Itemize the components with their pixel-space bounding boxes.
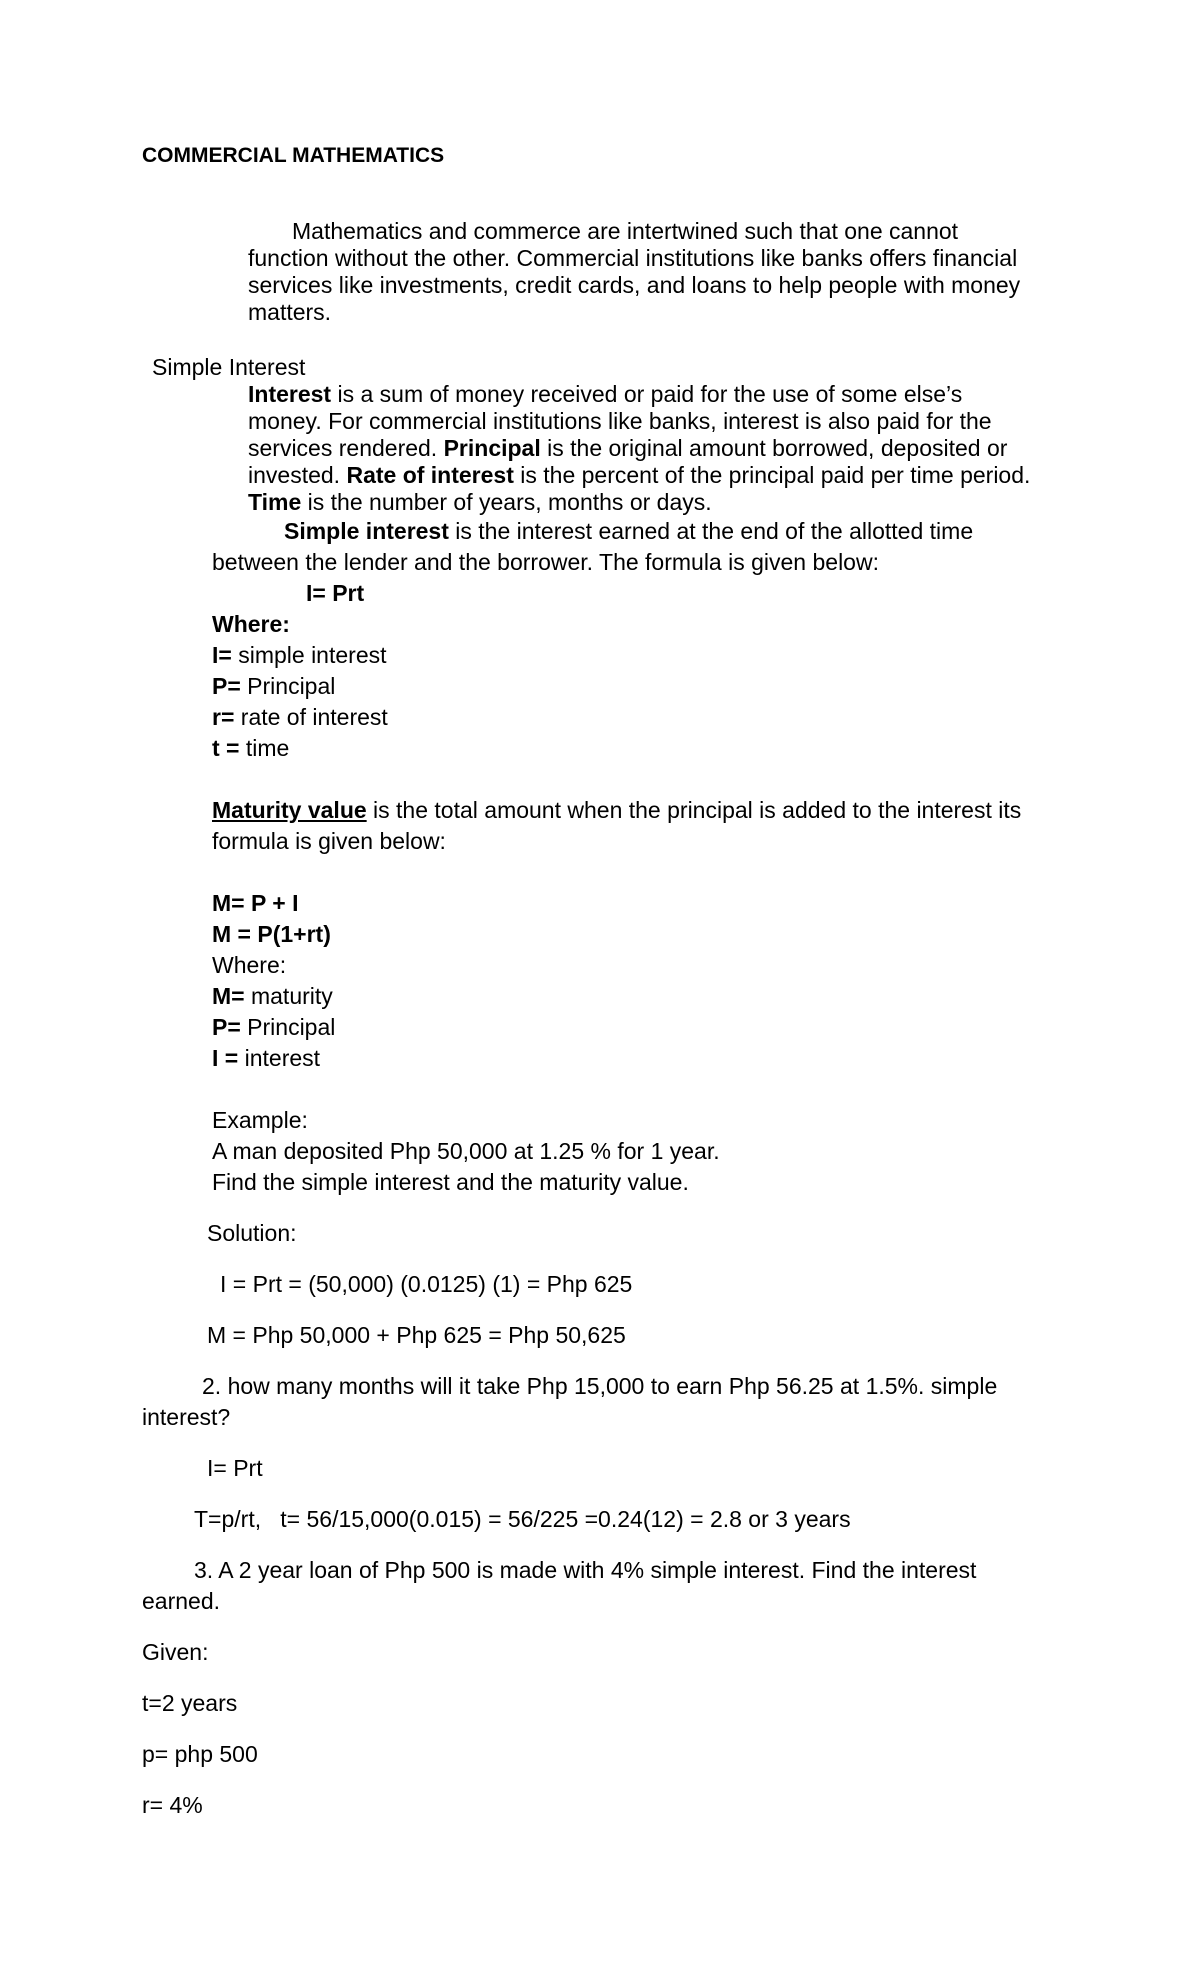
intro-line: services like investments, credit cards, and loans to help people with money — [248, 272, 1021, 298]
example-problem-line: Find the simple interest and the maturity value. — [212, 1169, 689, 1195]
given-rate: r= 4% — [142, 1792, 203, 1818]
intro-line: function without the other. Commercial institutions like banks offers financial — [248, 245, 1018, 271]
variable-symbol: r= — [212, 704, 235, 730]
example-2-calc: T=p/rt, t= 56/15,000(0.015) = 56/225 =0.24(12) = 2.8 or 3 years — [194, 1506, 851, 1532]
definition-text: is the original amount borrowed, deposited or — [540, 435, 1008, 461]
given-principal: p= php 500 — [142, 1741, 258, 1767]
maturity-definition — [212, 797, 1021, 824]
variable-item — [212, 704, 388, 731]
variable-symbol: M= — [212, 983, 245, 1009]
simple-interest-definition — [284, 518, 973, 545]
example-2-formula: I= Prt — [207, 1455, 263, 1481]
example-label: Example: — [212, 1107, 308, 1133]
definition-text: is the percent of the principal paid per time period. — [513, 462, 1031, 488]
variable-description: maturity — [244, 983, 333, 1009]
variable-symbol: t = — [212, 735, 240, 761]
example-3-problem-line: earned. — [142, 1588, 221, 1614]
maturity-formula: M= P + I — [212, 890, 299, 916]
definition-text: is the number of years, months or days. — [301, 489, 712, 515]
example-problem-line: A man deposited Php 50,000 at 1.25 % for 1 year. — [212, 1138, 720, 1164]
variable-symbol: P= — [212, 673, 241, 699]
solution-maturity-calc: M = Php 50,000 + Php 625 = Php 50,625 — [207, 1322, 626, 1348]
definition-line — [248, 489, 712, 516]
term-rate-of-interest: Rate of interest — [346, 462, 514, 488]
variable-symbol: P= — [212, 1014, 241, 1040]
given-label: Given: — [142, 1639, 209, 1665]
variable-description: simple interest — [231, 642, 387, 668]
term-maturity-value: Maturity value — [212, 797, 367, 823]
where-label: Where: — [212, 952, 287, 978]
variable-description: Principal — [240, 1014, 336, 1040]
definition-text: services rendered. — [248, 435, 444, 461]
definition-text: is the interest earned at the end of the allotted time — [448, 518, 974, 544]
term-simple-interest: Simple interest — [284, 518, 449, 544]
where-label: Where: — [212, 611, 290, 637]
definition-text: is a sum of money received or paid for the use of some else’s — [331, 381, 963, 407]
variable-item — [212, 642, 387, 669]
definition-text: is the total amount when the principal is added to the interest its — [366, 797, 1022, 823]
definition-text: invested. — [248, 462, 347, 488]
solution-label: Solution: — [207, 1220, 297, 1246]
term-interest: Interest — [248, 381, 332, 407]
given-time: t=2 years — [142, 1690, 238, 1716]
variable-item — [212, 735, 289, 762]
definition-line: money. For commercial institutions like banks, interest is also paid for the — [248, 408, 992, 434]
variable-description: rate of interest — [234, 704, 388, 730]
term-principal: Principal — [443, 435, 541, 461]
intro-line: Mathematics and commerce are intertwined such that one cannot — [292, 218, 959, 244]
variable-item — [212, 983, 333, 1010]
definition-line — [248, 462, 1030, 489]
definition-line — [248, 381, 962, 408]
maturity-formula-expanded: M = P(1+rt) — [212, 921, 331, 947]
definition-line — [248, 435, 1007, 462]
example-3-problem-line: 3. A 2 year loan of Php 500 is made with 4% simple interest. Find the interest — [194, 1557, 977, 1583]
variable-symbol: I = — [212, 1045, 239, 1071]
variable-item — [212, 673, 335, 700]
example-2-problem-line: 2. how many months will it take Php 15,000 to earn Php 56.25 at 1.5%. simple — [202, 1373, 998, 1399]
simple-interest-definition-line2: between the lender and the borrower. The formula is given below: — [212, 549, 879, 575]
intro-line: matters. — [248, 299, 332, 325]
maturity-definition-line2: formula is given below: — [212, 828, 446, 854]
term-time: Time — [248, 489, 302, 515]
variable-symbol: I= — [212, 642, 232, 668]
variable-item — [212, 1014, 335, 1041]
simple-interest-formula: I= Prt — [306, 580, 365, 606]
variable-description: time — [239, 735, 290, 761]
variable-item — [212, 1045, 320, 1072]
section-heading-simple-interest: Simple Interest — [152, 354, 306, 380]
example-2-problem-line: interest? — [142, 1404, 231, 1430]
variable-description: Principal — [240, 673, 336, 699]
solution-interest-calc: I = Prt = (50,000) (0.0125) (1) = Php 625 — [220, 1271, 633, 1297]
page-title: COMMERCIAL MATHEMATICS — [142, 144, 445, 167]
variable-description: interest — [238, 1045, 321, 1071]
